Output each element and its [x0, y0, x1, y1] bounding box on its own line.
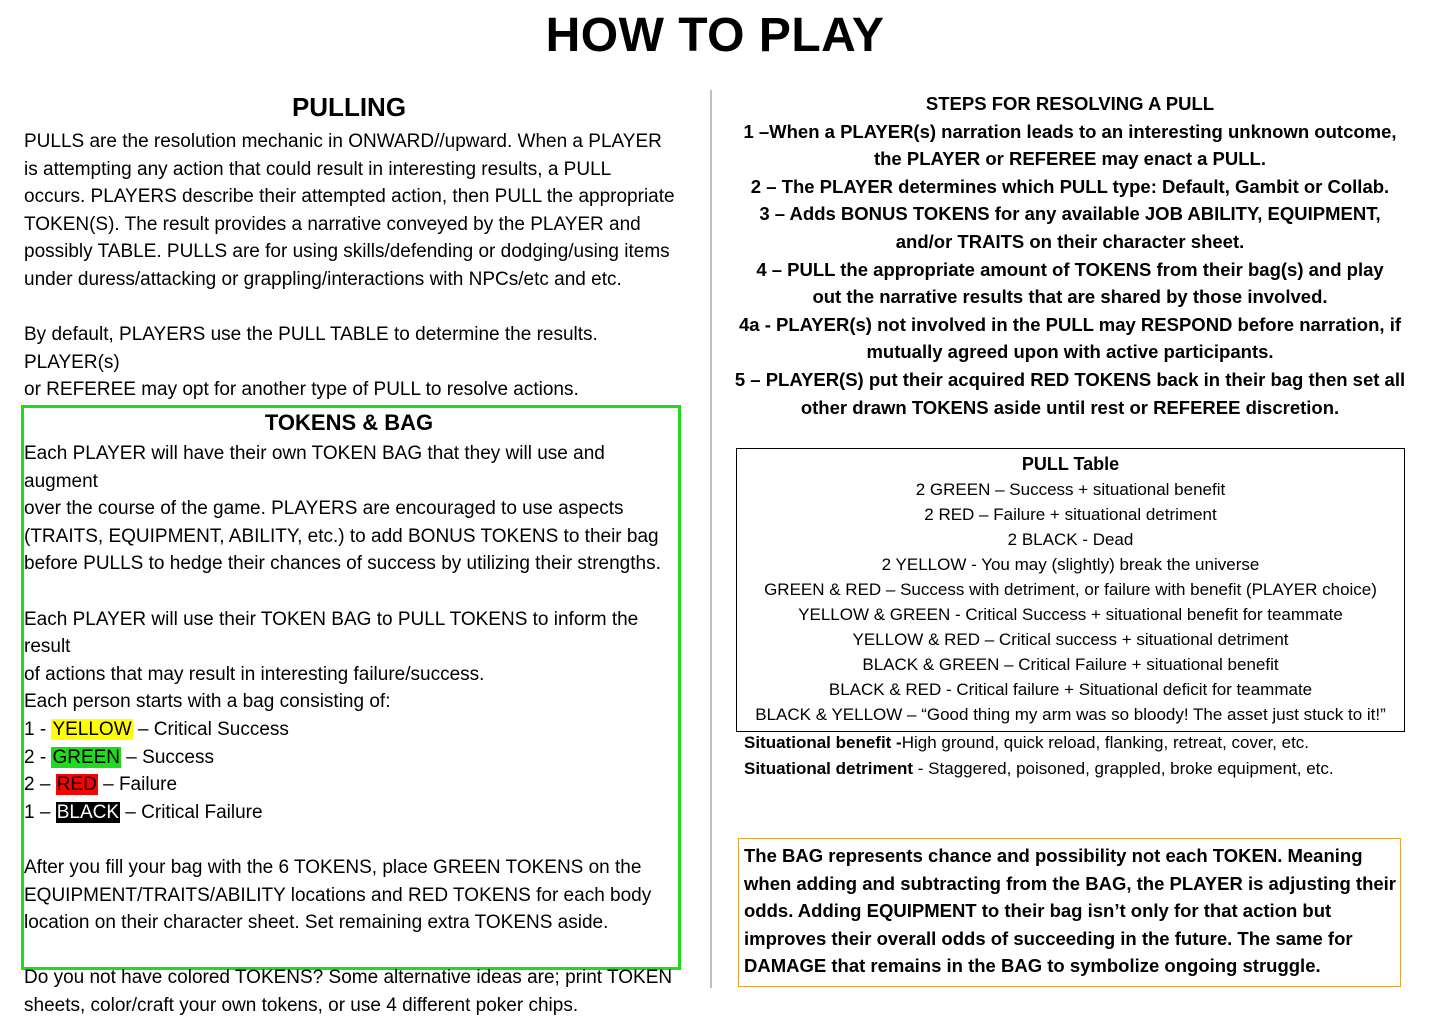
text-line: Each PLAYER will use their TOKEN BAG to PULL TOKENS to inform the result — [24, 608, 639, 658]
text-line: location on their character sheet. Set remaining extra TOKENS aside. — [24, 912, 609, 934]
step-line: 4a - PLAYER(s) not involved in the PULL may RESPOND before narration, if — [738, 313, 1401, 335]
text-line: possibly TABLE. PULLS are for using skills/defending or dodging/using items — [24, 241, 670, 263]
pull-table-title: PULL Table — [1021, 454, 1120, 474]
pull-table-row: BLACK & YELLOW – “Good thing my arm was so bloody! The asset just stuck to it!” — [755, 705, 1386, 724]
step-line: 4 – PULL the appropriate amount of TOKENS from their bag(s) and play — [756, 258, 1384, 280]
bag-note — [744, 842, 1396, 980]
steps-section — [730, 90, 1410, 421]
text-line: Each PLAYER will have their own TOKEN BAG that they will use and augment — [24, 443, 605, 492]
text-line: After you fill your bag with the 6 TOKENS, place GREEN TOKENS on the — [24, 856, 642, 878]
text-line: (TRAITS, EQUIPMENT, ABILITY, etc.) to add BONUS TOKENS to their bag — [24, 525, 659, 547]
text-line: or REFEREE may opt for another type of PULL to resolve actions. — [24, 379, 579, 401]
pull-table-row: 2 BLACK - Dead — [1007, 530, 1134, 549]
bag-count: 2 – — [24, 774, 56, 796]
situational-benefit-note — [744, 733, 1424, 753]
pull-table-row: BLACK & RED - Critical failure + Situational deficit for teammate — [828, 680, 1313, 699]
text-line: of actions that may result in interesting failure/success. — [24, 663, 485, 685]
step-line: 3 – Adds BONUS TOKENS for any available JOB ABILITY, EQUIPMENT, — [759, 203, 1381, 225]
step-line: out the narrative results that are shared by those involved. — [812, 286, 1328, 308]
pull-table-row: YELLOW & RED – Critical success + situational detriment — [852, 630, 1289, 649]
pull-table-row: YELLOW & GREEN - Critical Success + situational benefit for teammate — [798, 605, 1343, 624]
spacer — [24, 937, 676, 965]
step-line: 2 – The PLAYER determines which PULL type: Default, Gambit or Collab. — [750, 175, 1390, 197]
page-title: HOW TO PLAY — [545, 9, 885, 62]
text-line: before PULLS to hedge their chances of success by utilizing their strengths. — [24, 553, 661, 575]
bag-item-yellow — [24, 716, 676, 744]
pull-table-row: 2 GREEN – Success + situational benefit — [915, 480, 1226, 499]
bag-item-black — [24, 799, 676, 827]
text-line: sheets, color/craft your own tokens, or use 4 different poker chips. — [24, 994, 579, 1016]
text-line: is attempting any action that could result in interesting results, a PULL — [24, 158, 612, 180]
bag-count: 1 - — [24, 718, 52, 740]
text-line: PULLS are the resolution mechanic in ONWARD//upward. When a PLAYER — [24, 131, 662, 152]
pulling-paragraph-1 — [24, 128, 684, 294]
situational-detriment-note — [744, 759, 1424, 779]
token-green-label: GREEN — [52, 746, 121, 768]
text-line: TOKEN(S). The result provides a narrative conveyed by the PLAYER and — [24, 213, 641, 235]
text-line: Do you not have colored TOKENS? Some alternative ideas are; print TOKEN — [24, 967, 673, 989]
text-line: By default, PLAYERS use the PULL TABLE to determine the results. PLAYER(s) — [24, 324, 598, 373]
bag-result: – Success — [121, 746, 214, 768]
bag-result: – Critical Success — [132, 718, 289, 740]
pull-table-row: 2 RED – Failure + situational detriment — [924, 505, 1217, 524]
step-line: the PLAYER or REFEREE may enact a PULL. — [873, 148, 1267, 170]
spacer — [24, 578, 676, 606]
token-yellow-label: YELLOW — [52, 718, 132, 740]
tokens-heading: TOKENS & BAG — [264, 410, 434, 435]
pull-table-row: GREEN & RED – Success with detriment, or failure with benefit (PLAYER choice) — [764, 580, 1377, 599]
situational-benefit-text: High ground, quick reload, flanking, retreat, cover, etc. — [901, 733, 1310, 752]
column-divider — [710, 90, 712, 988]
pull-table-row: BLACK & GREEN – Critical Failure + situational benefit — [862, 655, 1279, 674]
spacer — [24, 826, 676, 854]
pull-table-row: 2 YELLOW - You may (slightly) break the universe — [881, 555, 1260, 574]
step-line: other drawn TOKENS aside until rest or REFEREE discretion. — [800, 396, 1340, 418]
bag-note-line: improves their overall odds of succeeding in the future. The same for — [744, 927, 1353, 949]
pulling-paragraph-2 — [24, 321, 684, 404]
pull-table — [736, 448, 1405, 732]
situational-benefit-label: Situational benefit - — [744, 733, 902, 752]
step-line: mutually agreed upon with active participants. — [866, 341, 1274, 363]
situational-detriment-label: Situational detriment — [744, 759, 914, 778]
text-line: over the course of the game. PLAYERS are encouraged to use aspects — [24, 498, 624, 520]
step-line: 5 – PLAYER(S) put their acquired RED TOKENS back in their bag then set all — [734, 368, 1406, 390]
bag-note-line: The BAG represents chance and possibility not each TOKEN. Meaning — [744, 845, 1363, 866]
text-line: Each person starts with a bag consisting of: — [24, 691, 391, 713]
bag-note-line: when adding and subtracting from the BAG, the PLAYER is adjusting their — [744, 872, 1397, 894]
pulling-heading: PULLING — [291, 92, 407, 122]
bag-count: 1 – — [24, 801, 56, 823]
step-line: 1 –When a PLAYER(s) narration leads to an interesting unknown outcome, — [743, 120, 1397, 142]
bag-item-red — [24, 771, 676, 799]
bag-item-green — [24, 744, 676, 772]
bag-note-line: DAMAGE that remains in the BAG to symbolize ongoing struggle. — [744, 955, 1321, 977]
token-red-label: RED — [56, 774, 97, 796]
steps-heading: STEPS FOR RESOLVING A PULL — [925, 93, 1215, 114]
text-line: EQUIPMENT/TRAITS/ABILITY locations and RED TOKENS for each body — [24, 884, 652, 906]
situational-detriment-text: - Staggered, poisoned, grappled, broke equipment, etc. — [913, 759, 1334, 778]
text-line: occurs. PLAYERS describe their attempted action, then PULL the appropriate — [24, 186, 675, 208]
tokens-section — [24, 440, 676, 1019]
bag-result: – Failure — [97, 774, 178, 796]
bag-count: 2 - — [24, 746, 52, 768]
token-black-label: BLACK — [56, 801, 120, 823]
step-line: and/or TRAITS on their character sheet. — [895, 230, 1245, 252]
bag-result: – Critical Failure — [120, 801, 263, 823]
pulling-section — [24, 128, 684, 404]
text-line: under duress/attacking or grappling/interactions with NPCs/etc and etc. — [24, 268, 622, 290]
bag-note-line: odds. Adding EQUIPMENT to their bag isn’t only for that action but — [744, 900, 1332, 922]
